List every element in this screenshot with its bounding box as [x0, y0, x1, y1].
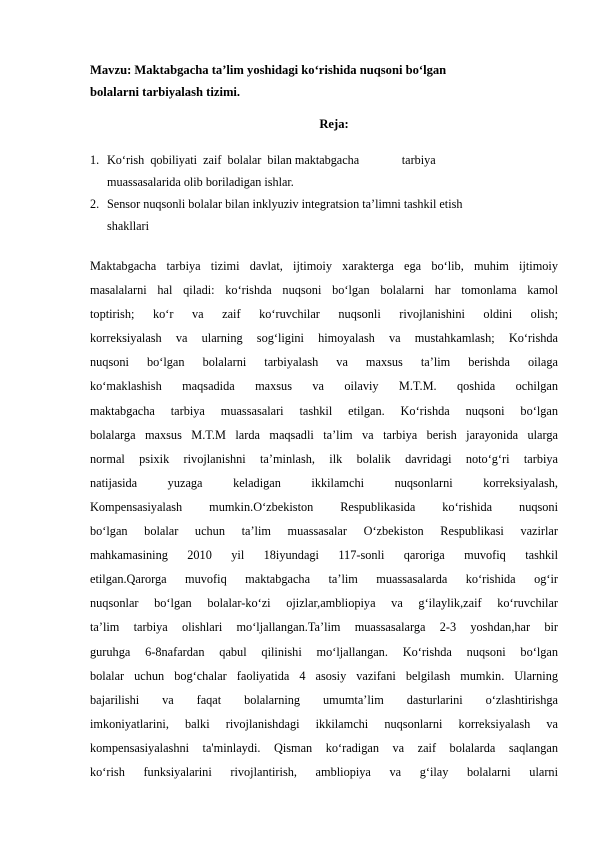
body-line: toptirish; ko‘r va zaif ko‘ruvchilar nuqsonli rivojlanishini oldini olish;	[90, 307, 558, 322]
body-line: bolalarga maxsus M.T.M larda maqsadli ta’lim va tarbiya berish jarayonida ularga	[90, 427, 558, 442]
body-line: maktabgacha tarbiya muassasalari tashkil etilgan. Ko‘rishda nuqsoni bo‘lgan	[90, 403, 558, 418]
body-line: ko‘rish funksiyalarini rivojlantirish, ambliopiya va g‘ilay bolalarni ularni	[90, 764, 558, 779]
plan-item-text: Sensor nuqsonli bolalar bilan inklyuziv integratsion ta’limni tashkil etish	[107, 197, 463, 211]
body-line: nuqsoni bo‘lgan bolalarni tarbiyalash va maxsus ta’lim berishda oilaga	[90, 355, 558, 370]
body-line: masalalarni hal qiladi: ko‘rishda nuqsoni bo‘lgan bolalarni har tomonlama kamol	[90, 283, 558, 298]
plan-item	[90, 193, 530, 237]
plan-item-number: 1.	[90, 153, 100, 167]
plan-item-number: 2.	[90, 197, 100, 211]
document-title	[90, 59, 530, 103]
body-line: imkoniyatlarini, balki rivojlanishdagi ikkilamchi nuqsonlarni korreksiyalash va	[90, 716, 558, 731]
body-line: Maktabgacha tarbiya tizimi davlat, ijtimoiy xarakterga ega bo‘lib, muhim ijtimoiy	[90, 259, 558, 273]
title-line: bolalarni tarbiyalash tizimi.	[90, 85, 241, 99]
plan-list	[90, 149, 530, 237]
body-line: guruhga 6-8nafardan qabul qilinishi mo‘ljallangan. Ko‘rishda nuqsoni bo‘lgan	[90, 644, 558, 659]
body-line: kompensasiyalashni ta'minlaydi. Qisman ko‘radigan va zaif bolalarda saqlangan	[90, 740, 558, 755]
body-paragraph	[90, 254, 558, 784]
plan-item	[90, 149, 530, 193]
body-line: bolalar uchun bog‘chalar faoliyatida 4 asosiy vazifani belgilash mumkin. Ularning	[90, 668, 558, 683]
body-line: korreksiyalash va ularning sog‘ligini himoyalash va mustahkamlash; Ko‘rishda	[90, 331, 558, 346]
title-line: Mavzu: Maktabgacha ta’lim yoshidagi ko‘rishida nuqsoni bo‘lgan	[90, 63, 447, 77]
body-line: bo‘lgan bolalar uchun ta’lim muassasalar O‘zbekiston Respublikasi vazirlar	[90, 524, 558, 539]
body-line: ko‘maklashish maqsadida maxsus va oilaviy M.T.M. qoshida ochilgan	[90, 379, 558, 394]
body-line: Kompensasiyalash mumkin.O‘zbekiston Respublikasida ko‘rishida nuqsoni	[90, 499, 558, 514]
plan-item-text: muassasalarida olib boriladigan ishlar.	[107, 175, 294, 189]
plan-item-text: Ko‘rish qobiliyati zaif bolalar bilan maktabgacha tarbiya	[107, 153, 436, 167]
body-line: natijasida yuzaga keladigan ikkilamchi nuqsonlarni korreksiyalash,	[90, 475, 558, 490]
body-line: normal psixik rivojlanishni ta’minlash, ilk bolalik davridagi noto‘g‘ri tarbiya	[90, 451, 558, 466]
plan-item-text: shakllari	[107, 219, 149, 233]
body-line: bajarilishi va faqat bolalarning umumta’lim dasturlarini o‘zlashtirishga	[90, 692, 558, 707]
body-line: nuqsonlar bo‘lgan bolalar-ko‘zi ojizlar,ambliopiya va g‘ilaylik,zaif ko‘ruvchilar	[90, 596, 558, 611]
body-line: etilgan.Qarorga muvofiq maktabgacha ta’lim muassasalarda ko‘rishida og‘ir	[90, 572, 558, 587]
plan-heading: Reja:	[319, 117, 349, 131]
body-line: mahkamasining 2010 yil 18iyundagi 117-sonli qaroriga muvofiq tashkil	[90, 548, 558, 563]
body-line: ta’lim tarbiya olishlari mo‘ljallangan.Ta’lim muassasalarga 2-3 yoshdan,har bir	[90, 620, 558, 635]
